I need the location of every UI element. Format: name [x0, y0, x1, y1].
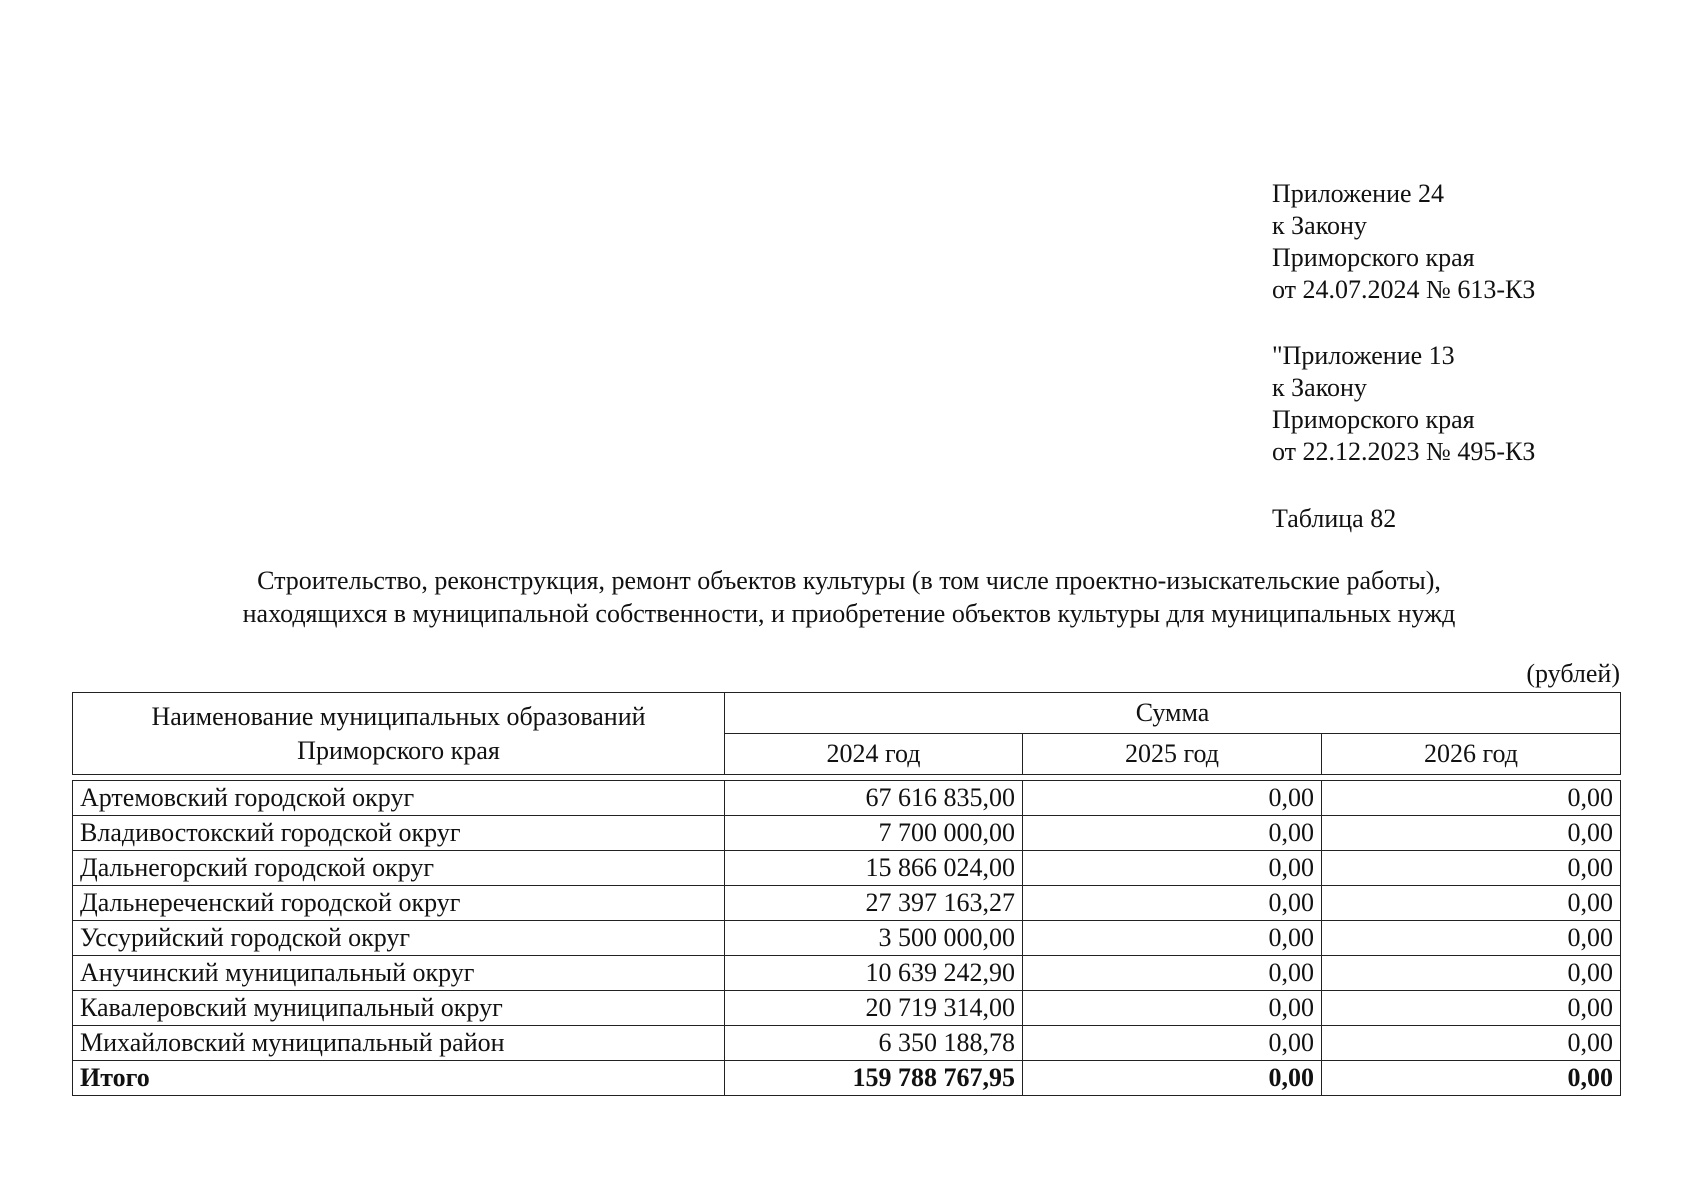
row-name: Артемовский городской округ — [73, 781, 725, 816]
total-value-2026: 0,00 — [1322, 1061, 1621, 1096]
table-row — [73, 1026, 1621, 1061]
total-row — [73, 1061, 1621, 1096]
row-value-2025: 0,00 — [1023, 991, 1322, 1026]
row-value-2025: 0,00 — [1023, 921, 1322, 956]
row-value-2026: 0,00 — [1322, 956, 1621, 991]
row-value-2026: 0,00 — [1322, 781, 1621, 816]
row-value-2024: 3 500 000,00 — [725, 921, 1023, 956]
total-value-2025: 0,00 — [1023, 1061, 1322, 1096]
row-value-2026: 0,00 — [1322, 991, 1621, 1026]
table-row — [73, 851, 1621, 886]
document-title — [60, 564, 1638, 630]
table-row — [73, 816, 1621, 851]
appendix-original-reference — [1272, 340, 1535, 468]
table-row — [73, 921, 1621, 956]
row-name: Дальнегорский городской округ — [73, 851, 725, 886]
appendix-original-line3: Приморского края — [1272, 405, 1475, 434]
row-value-2024: 10 639 242,90 — [725, 956, 1023, 991]
document-title-line1: Строительство, реконструкция, ремонт объектов культуры (в том числе проектно-изыскательские работы), — [257, 566, 1441, 595]
appendix-current-line3: Приморского края — [1272, 243, 1475, 272]
header-sum: Сумма — [725, 693, 1621, 734]
document-title-line2: находящихся в муниципальной собственности, и приобретение объектов культуры для муниципальных нужд — [242, 599, 1456, 628]
table-row — [73, 781, 1621, 816]
row-value-2025: 0,00 — [1023, 816, 1322, 851]
units-label: (рублей) — [1526, 659, 1620, 688]
table-row — [73, 956, 1621, 991]
total-label: Итого — [73, 1061, 725, 1096]
row-value-2026: 0,00 — [1322, 921, 1621, 956]
row-value-2025: 0,00 — [1023, 886, 1322, 921]
appendix-original-line4: от 22.12.2023 № 495-КЗ — [1272, 437, 1536, 466]
row-value-2024: 27 397 163,27 — [725, 886, 1023, 921]
row-name: Дальнереченский городской округ — [73, 886, 725, 921]
row-name: Уссурийский городской округ — [73, 921, 725, 956]
appendix-current-reference — [1272, 178, 1535, 306]
table-row — [73, 991, 1621, 1026]
funding-table — [72, 692, 1621, 1096]
row-name: Михайловский муниципальный район — [73, 1026, 725, 1061]
row-value-2026: 0,00 — [1322, 816, 1621, 851]
appendix-current-line2: к Закону — [1272, 211, 1367, 240]
row-name: Владивостокский городской округ — [73, 816, 725, 851]
row-value-2024: 20 719 314,00 — [725, 991, 1023, 1026]
appendix-current-line4: от 24.07.2024 № 613-КЗ — [1272, 275, 1536, 304]
header-municipality-name — [73, 693, 725, 775]
header-year-2024: 2024 год — [725, 734, 1023, 775]
table-row — [73, 886, 1621, 921]
row-value-2026: 0,00 — [1322, 851, 1621, 886]
appendix-current-line1: Приложение 24 — [1272, 179, 1445, 208]
total-value-2024: 159 788 767,95 — [725, 1061, 1023, 1096]
row-value-2026: 0,00 — [1322, 1026, 1621, 1061]
row-value-2025: 0,00 — [1023, 956, 1322, 991]
appendix-original-line2: к Закону — [1272, 373, 1367, 402]
header-year-2025: 2025 год — [1023, 734, 1322, 775]
row-value-2024: 7 700 000,00 — [725, 816, 1023, 851]
header-name-line2: Приморского края — [297, 735, 500, 765]
row-name: Анучинский муниципальный округ — [73, 956, 725, 991]
row-value-2025: 0,00 — [1023, 781, 1322, 816]
row-value-2024: 6 350 188,78 — [725, 1026, 1023, 1061]
row-value-2026: 0,00 — [1322, 886, 1621, 921]
appendix-original-line1: "Приложение 13 — [1272, 341, 1455, 370]
row-name: Кавалеровский муниципальный округ — [73, 991, 725, 1026]
row-value-2024: 15 866 024,00 — [725, 851, 1023, 886]
header-year-2026: 2026 год — [1322, 734, 1621, 775]
table-number: Таблица 82 — [1272, 504, 1397, 533]
row-value-2024: 67 616 835,00 — [725, 781, 1023, 816]
row-value-2025: 0,00 — [1023, 851, 1322, 886]
row-value-2025: 0,00 — [1023, 1026, 1322, 1061]
header-name-line1: Наименование муниципальных образований — [151, 701, 646, 731]
